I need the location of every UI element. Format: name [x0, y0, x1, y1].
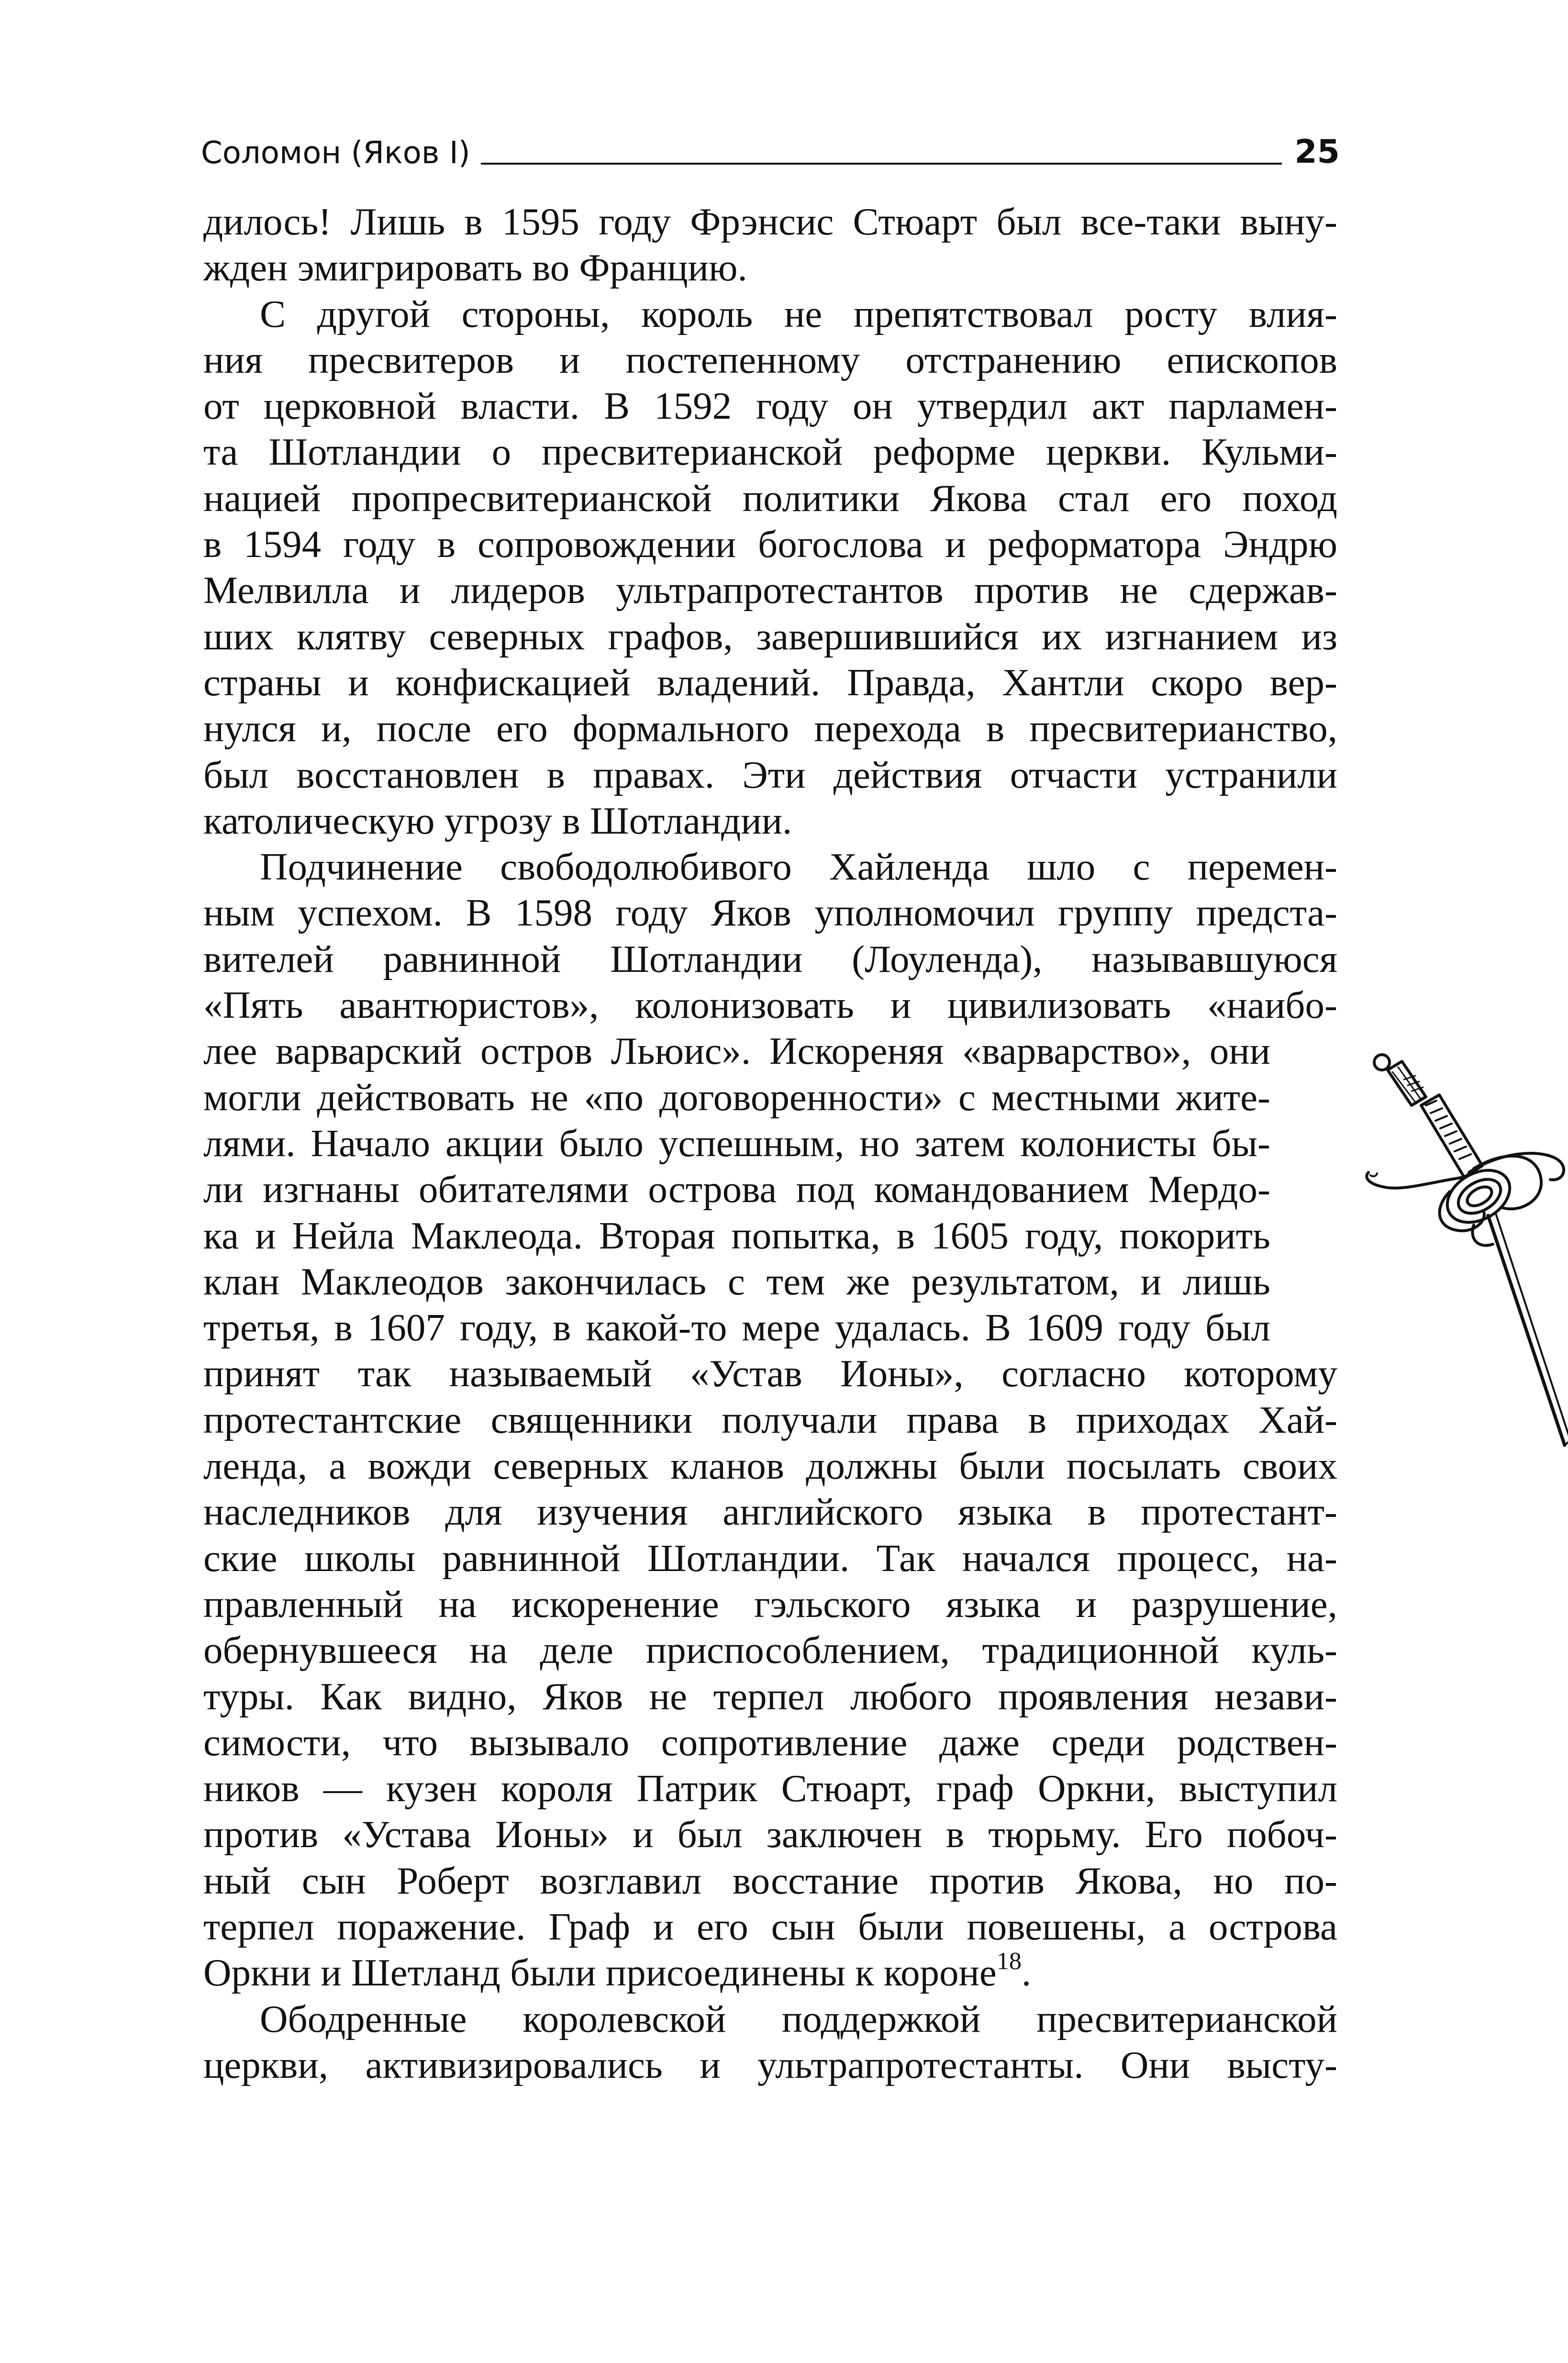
- rapier-sword-icon: [1354, 1034, 1568, 1455]
- text-line: ленда, а вожди северных кланов должны были посылать своих: [203, 1444, 1337, 1488]
- text-line: нацией пропресвитерианской политики Якова стал его поход: [203, 476, 1337, 520]
- text-line: страны и конфискацией владений. Правда, Хантли скоро вер-: [203, 660, 1337, 704]
- text-line: наследников для изучения английского языка в протестант-: [203, 1490, 1337, 1534]
- text-line: [203, 1950, 1337, 1995]
- text-line: нулся и, после его формального перехода в пресвитерианство,: [203, 707, 1337, 750]
- text-line: правленный на искоренение гэльского языка и разрушение,: [203, 1582, 1337, 1626]
- text-line: ших клятву северных графов, завершившийся их изгнанием из: [203, 614, 1337, 658]
- text-line: Подчинение свободолюбивого Хайленда шло с перемен-: [260, 845, 1337, 889]
- text-line: клан Маклеодов закончилась с тем же результатом, и лишь: [203, 1260, 1270, 1303]
- text-line: дилось! Лишь в 1595 году Фрэнсис Стюарт был все-таки выну-: [203, 200, 1337, 243]
- text-line: Ободренные королевской поддержкой пресвитерианской: [260, 1997, 1337, 2040]
- text-line-content: Оркни и Шетланд были присоединены к короне: [203, 1951, 997, 1995]
- text-line: Мелвилла и лидеров ультрапротестантов против не сдержав-: [203, 568, 1337, 612]
- text-line: принят так называемый «Устав Ионы», согласно которому: [203, 1352, 1337, 1395]
- text-line: та Шотландии о пресвитерианской реформе церкви. Кульми-: [203, 430, 1337, 474]
- text-line: католическую угрозу в Шотландии.: [203, 799, 792, 842]
- text-line: в 1594 году в сопровождении богослова и реформатора Эндрю: [203, 523, 1337, 566]
- text-line: ный сын Роберт возглавил восстание против Якова, но по-: [203, 1859, 1337, 1902]
- footnote-ref: 18: [996, 1948, 1022, 1975]
- running-head-rule: [481, 163, 1282, 165]
- text-line: ников — кузен короля Патрик Стюарт, граф Оркни, выступил: [203, 1767, 1337, 1810]
- text-line: ка и Нейла Маклеода. Вторая попытка, в 1605 году, покорить: [203, 1214, 1270, 1257]
- text-line: «Пять авантюристов», колонизовать и цивилизовать «наибо-: [203, 983, 1337, 1027]
- text-line: ские школы равнинной Шотландии. Так начался процесс, на-: [203, 1536, 1337, 1580]
- line-end-punctuation: .: [1021, 1951, 1032, 1995]
- body-text: [203, 199, 1337, 2088]
- text-line: терпел поражение. Граф и его сын были повешены, а острова: [203, 1905, 1337, 1948]
- text-line: церкви, активизировались и ультрапротестанты. Они высту-: [203, 2043, 1337, 2086]
- text-line: лее варварский остров Льюис». Искореняя «варварство», они: [203, 1029, 1270, 1073]
- text-line: могли действовать не «по договоренности» с местными жите-: [203, 1075, 1270, 1119]
- text-line: ния пресвитеров и постепенному отстранению епископов: [203, 338, 1337, 381]
- text-line: лями. Начало акции было успешным, но затем колонисты бы-: [203, 1121, 1270, 1165]
- text-line: обернувшееся на деле приспособлением, традиционной куль-: [203, 1628, 1337, 1672]
- text-line: от церковной власти. В 1592 году он утвердил акт парламен-: [203, 384, 1337, 428]
- text-line: третья, в 1607 году, в какой-то мере удалась. В 1609 году был: [203, 1306, 1270, 1349]
- text-line: симости, что вызывало сопротивление даже среди родствен-: [203, 1720, 1337, 1764]
- running-head: [201, 125, 1340, 171]
- text-line: протестантские священники получали права в приходах Хай-: [203, 1398, 1337, 1441]
- text-line: жден эмигрировать во Францию.: [203, 246, 747, 290]
- text-line: против «Устава Ионы» и был заключен в тюрьму. Его побоч-: [203, 1813, 1337, 1856]
- text-line: ным успехом. В 1598 году Яков уполномочил группу предста-: [203, 891, 1337, 935]
- page-number: 25: [1294, 133, 1340, 171]
- running-head-title: Соломон (Яков I): [201, 135, 470, 171]
- text-line: был восстановлен в правах. Эти действия отчасти устранили: [203, 753, 1337, 796]
- text-line: туры. Как видно, Яков не терпел любого проявления незави-: [203, 1674, 1337, 1718]
- text-line: С другой стороны, король не препятствовал росту влия-: [260, 292, 1337, 335]
- text-line: вителей равнинной Шотландии (Лоуленда), называвшуюся: [203, 937, 1337, 981]
- text-line: ли изгнаны обитателями острова под командованием Мердо-: [203, 1168, 1270, 1211]
